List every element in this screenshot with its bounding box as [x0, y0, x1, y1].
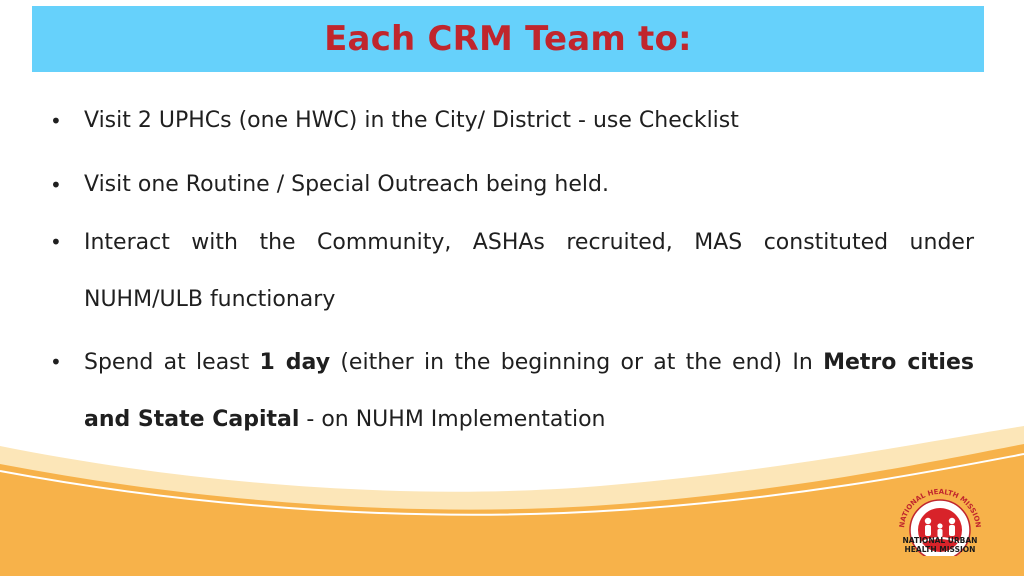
logo-caption-line: HEALTH MISSION: [904, 545, 976, 554]
bullet-item-visit-uphcs: [44, 98, 974, 144]
bullet-dot-icon: •: [50, 109, 62, 133]
bullet-item-interact-community: [44, 214, 974, 328]
footer-wave-decoration: [0, 426, 1024, 576]
bullet-dot-icon: •: [50, 350, 62, 374]
bullet-text-part: - on NUHM Implementation: [299, 407, 606, 432]
bullet-item-visit-outreach: [44, 162, 974, 208]
bullet-bold-duration: 1 day: [259, 350, 331, 375]
title-bar: [32, 6, 984, 72]
bullet-list: [44, 98, 974, 448]
bullet-text: Visit 2 UPHCs (one HWC) in the City/ District - use Checklist: [84, 108, 739, 133]
slide-title: Each CRM Team to:: [324, 19, 692, 59]
bullet-dot-icon: •: [50, 173, 62, 197]
logo-caption: [880, 536, 1000, 554]
logo-arc-text: NATIONAL HEALTH MISSION: [898, 487, 982, 529]
bullet-dot-icon: •: [50, 230, 62, 254]
bullet-text: Visit one Routine / Special Outreach being held.: [84, 172, 609, 197]
bullet-text-part: (either in the beginning or at the end) In: [330, 350, 824, 375]
bullet-text-part: Spend at least: [84, 350, 260, 375]
bullet-bold-location: Metro cities and State Capital: [84, 350, 974, 432]
bullet-text: Interact with the Community, ASHAs recruited, MAS constituted under NUHM/ULB functionary: [84, 230, 974, 312]
logo-caption-line: NATIONAL URBAN: [902, 536, 978, 545]
